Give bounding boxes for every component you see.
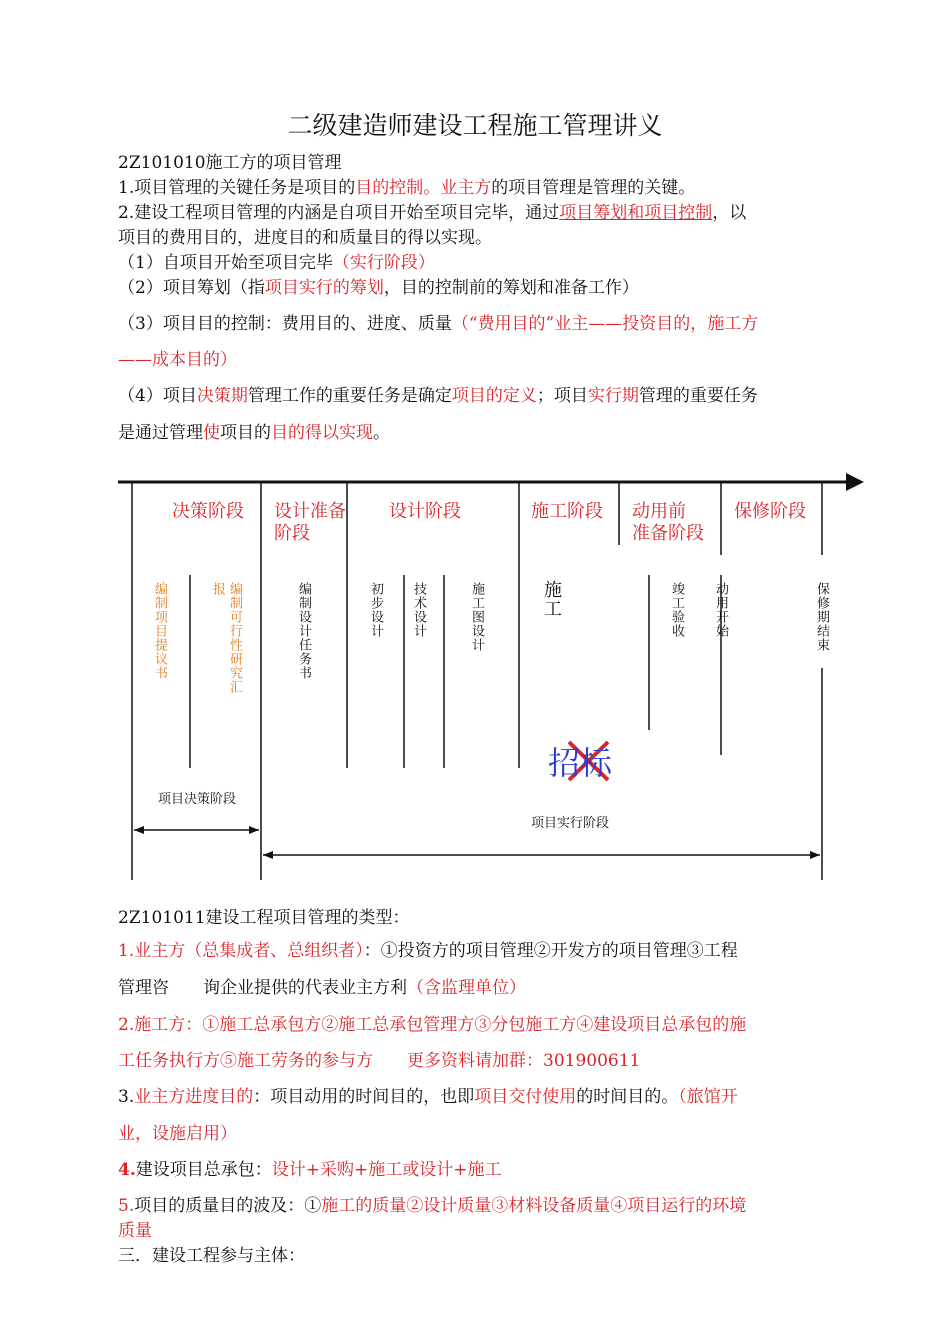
paragraph-2b: 项目的费用目的，进度目的和质量目的得以实现。 xyxy=(118,228,492,248)
step-completion-acceptance: 竣工验收 xyxy=(669,582,684,638)
section2-heading xyxy=(118,903,410,928)
step-task-book: 编制设计任务书 xyxy=(296,582,311,680)
step-construction: 施工 xyxy=(541,580,562,618)
text: 管理的重要任务 xyxy=(638,386,758,406)
text: 建设项目总承包： xyxy=(135,1160,272,1180)
highlight-text: （实行阶段） xyxy=(332,253,435,273)
highlight-text: 项目实行的筹划 xyxy=(264,278,384,298)
type-5b: 质量 xyxy=(118,1221,152,1241)
implementation-stage-label: 项目实行阶段 xyxy=(531,816,610,831)
section-heading-text: 建设工程项目管理的类型： xyxy=(205,908,410,928)
phase-line: 动用前 xyxy=(632,501,686,522)
step-feasibility: 编制可行性研究汇 xyxy=(227,582,242,694)
text: 是通过管理 xyxy=(118,423,203,443)
highlight-text: 使 xyxy=(203,423,220,443)
text: 的项目管理是管理的关键。 xyxy=(491,178,696,198)
section-heading-text: 施工方的项目管理 xyxy=(205,153,342,173)
step-proposal: 编制项目提议书 xyxy=(152,582,167,680)
text: ，目的控制前的筹划和准备工作） xyxy=(383,278,639,298)
type-5a xyxy=(118,1191,746,1216)
highlight-text: 5. xyxy=(118,1196,135,1216)
highlight-text: 业主方进度目的 xyxy=(134,1087,254,1107)
phase-design: 设计阶段 xyxy=(389,501,461,522)
step-warranty-end: 保修期结束 xyxy=(814,582,829,652)
type-2b: 工任务执行方⑤施工劳务的参与方 更多资料请加群：301900611 xyxy=(118,1051,641,1071)
item-3b: ——成本目的） xyxy=(118,350,237,370)
section-code: 2Z101010 xyxy=(118,153,206,173)
highlight-text: 设计+采购+施工或设计+施工 xyxy=(271,1160,502,1180)
highlight-text: 项目的定义 xyxy=(451,386,537,406)
text: （1）自项目开始至项目完毕 xyxy=(118,253,333,273)
highlight-text: （“费用目的”业主——投资目的，施工方 xyxy=(451,314,759,334)
text: （3）项目目的控制：费用目的、进度、质量 xyxy=(118,314,452,334)
section-3-heading: 三．建设工程参与主体： xyxy=(118,1246,305,1266)
highlight-text: 施工的质量②设计质量③材料设备质量④项目运行的环境 xyxy=(321,1196,747,1216)
text: 。 xyxy=(373,423,390,443)
type-1b xyxy=(118,973,526,998)
phase-warranty: 保修阶段 xyxy=(734,501,806,522)
text: 项目的质量目的波及：① xyxy=(134,1196,322,1216)
highlight-text: 项目交付使用 xyxy=(474,1087,577,1107)
text: ：①投资方的项目管理②开发方的项目管理③工程 xyxy=(363,941,738,961)
highlight-text: 决策期 xyxy=(196,386,248,406)
phase-construction: 施工阶段 xyxy=(531,501,603,522)
phase-design-prep xyxy=(274,501,346,545)
type-4 xyxy=(118,1155,501,1180)
text: 3. xyxy=(118,1087,135,1107)
text: （4）项目 xyxy=(118,386,197,406)
highlight-text: 4. xyxy=(118,1160,136,1180)
type-3b: 业，设施启用） xyxy=(118,1124,237,1144)
step-feasibility-tail: 报 xyxy=(210,582,225,596)
type-3a xyxy=(118,1082,738,1107)
step-technical-design: 技术设计 xyxy=(411,582,426,638)
type-1a xyxy=(118,936,738,961)
highlight-text: 1.业主方（总集成者、总组织者） xyxy=(118,941,364,961)
decision-stage-label: 项目决策阶段 xyxy=(158,792,237,807)
text: 管理咨 询企业提供的代表业主方利 xyxy=(118,978,407,998)
text: ；项目 xyxy=(536,386,588,406)
page-title: 二级建造师建设工程施工管理讲义 xyxy=(287,111,663,140)
highlight-text: 项目筹划和项目控制 xyxy=(559,203,713,223)
section-code: 2Z101011 xyxy=(118,908,206,928)
text: （2）项目筹划（指 xyxy=(118,278,265,298)
bid-label: 招标 xyxy=(548,744,613,782)
text: 项目的 xyxy=(220,423,271,443)
step-preliminary-design: 初步设计 xyxy=(368,582,383,638)
highlight-text: 目的得以实现 xyxy=(271,423,373,443)
text: 管理工作的重要任务是确定 xyxy=(247,386,452,406)
phase-line: 设计准备 xyxy=(274,501,346,522)
text: ，以 xyxy=(712,203,747,223)
text: 的时间目的。 xyxy=(576,1087,679,1107)
text: ：项目动用的时间目的，也即 xyxy=(253,1087,475,1107)
phase-line: 阶段 xyxy=(274,523,310,544)
highlight-text: 实行期 xyxy=(587,386,639,406)
highlight-text: （含监理单位） xyxy=(407,978,526,998)
phase-line: 准备阶段 xyxy=(632,523,704,544)
phase-decision: 决策阶段 xyxy=(172,501,244,522)
text: 2.建设工程项目管理的内涵是自项目开始至项目完毕，通过 xyxy=(118,203,560,223)
step-start-use: 动用开始 xyxy=(713,582,728,638)
highlight-text: 目的控制。业主方 xyxy=(355,178,492,198)
phase-pre-use xyxy=(632,501,704,545)
type-2a: 2.施工方：①施工总承包方②施工总承包管理方③分包施工方④建设项目总承包的施 xyxy=(118,1015,747,1035)
highlight-text: （旅馆开 xyxy=(678,1087,738,1107)
timeline-arrowhead xyxy=(846,473,864,491)
step-construction-drawing: 施工图设计 xyxy=(469,582,484,652)
text: 1.项目管理的关键任务是项目的 xyxy=(118,178,356,198)
